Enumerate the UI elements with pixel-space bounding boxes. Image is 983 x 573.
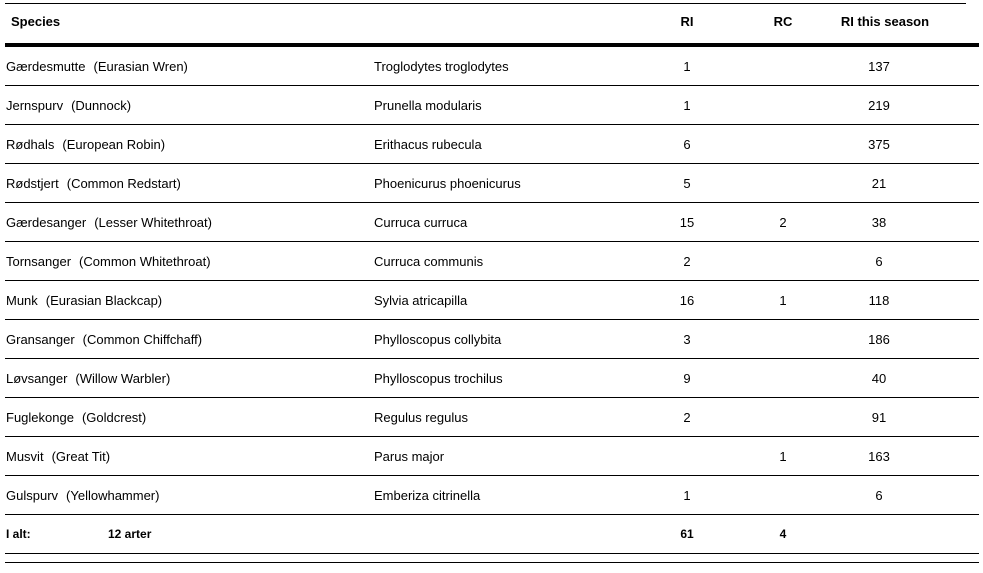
- danish-name: Gærdesanger: [6, 215, 87, 230]
- danish-name: Jernspurv: [6, 98, 64, 113]
- english-name: (Eurasian Wren): [93, 59, 188, 74]
- danish-name: Gulspurv: [6, 488, 59, 503]
- latin-name: Emberiza citrinella: [374, 488, 481, 503]
- english-name: (Common Chiffchaff): [82, 332, 203, 347]
- english-name: (Eurasian Blackcap): [45, 293, 163, 308]
- english-name: (Dunnock): [71, 98, 132, 113]
- total-rc: 4: [779, 527, 787, 541]
- season-value: 375: [868, 137, 890, 152]
- total-ri: 61: [680, 527, 694, 541]
- table-bottom-rule: [5, 562, 979, 563]
- danish-name: Løvsanger: [6, 371, 68, 386]
- table-row: [5, 242, 979, 281]
- species-name: [6, 215, 212, 230]
- total-count: 12 arter: [108, 527, 152, 541]
- season-value: 219: [868, 98, 890, 113]
- table-row: [5, 437, 979, 476]
- danish-name: Fuglekonge: [6, 410, 74, 425]
- species-name: [6, 176, 181, 191]
- latin-name: Phylloscopus trochilus: [374, 371, 503, 386]
- species-name: [6, 137, 165, 152]
- ri-value: 1: [683, 98, 691, 113]
- danish-name: Gærdesmutte: [6, 59, 86, 74]
- season-value: 186: [868, 332, 890, 347]
- table-row: [5, 398, 979, 437]
- species-name: [6, 449, 110, 464]
- danish-name: Musvit: [6, 449, 44, 464]
- english-name: (Yellowhammer): [66, 488, 160, 503]
- species-name: [6, 254, 211, 269]
- ri-value: 1: [683, 59, 691, 74]
- species-table: [5, 3, 979, 563]
- rc-value: 1: [779, 449, 787, 464]
- table-header: [5, 4, 979, 43]
- english-name: (Great Tit): [51, 449, 111, 464]
- ri-value: 6: [683, 137, 691, 152]
- latin-name: Troglodytes troglodytes: [374, 59, 509, 74]
- ri-value: 2: [683, 254, 691, 269]
- season-value: 21: [871, 176, 887, 191]
- latin-name: Prunella modularis: [374, 98, 482, 113]
- table-row: [5, 86, 979, 125]
- english-name: (Common Whitethroat): [79, 254, 211, 269]
- latin-name: Erithacus rubecula: [374, 137, 482, 152]
- total-row: [5, 515, 979, 554]
- latin-name: Sylvia atricapilla: [374, 293, 468, 308]
- season-value: 6: [875, 488, 883, 503]
- season-value: 6: [875, 254, 883, 269]
- latin-name: Curruca communis: [374, 254, 484, 269]
- ri-value: 5: [683, 176, 691, 191]
- english-name: (European Robin): [62, 137, 166, 152]
- table-row: [5, 47, 979, 86]
- english-name: (Willow Warbler): [75, 371, 171, 386]
- season-value: 137: [868, 59, 890, 74]
- header-ri: RI: [680, 14, 694, 29]
- species-name: [6, 371, 170, 386]
- ri-value: 3: [683, 332, 691, 347]
- latin-name: Curruca curruca: [374, 215, 468, 230]
- ri-value: 9: [683, 371, 691, 386]
- table-row: [5, 476, 979, 515]
- table-body: [5, 47, 979, 515]
- table-row: [5, 320, 979, 359]
- species-name: [6, 98, 131, 113]
- rc-value: 1: [779, 293, 787, 308]
- species-name: [6, 410, 146, 425]
- latin-name: Phoenicurus phoenicurus: [374, 176, 521, 191]
- danish-name: Tornsanger: [6, 254, 72, 269]
- english-name: (Goldcrest): [81, 410, 147, 425]
- table-row: [5, 281, 979, 320]
- table-row: [5, 164, 979, 203]
- season-value: 91: [871, 410, 887, 425]
- ri-value: 2: [683, 410, 691, 425]
- english-name: (Common Redstart): [66, 176, 181, 191]
- header-rc: RC: [773, 14, 793, 29]
- table-row: [5, 203, 979, 242]
- species-name: [6, 488, 159, 503]
- rc-value: 2: [779, 215, 787, 230]
- ri-value: 15: [679, 215, 695, 230]
- season-value: 118: [868, 293, 890, 308]
- danish-name: Munk: [6, 293, 38, 308]
- species-name: [6, 332, 202, 347]
- header-species: Species: [11, 14, 61, 29]
- table-row: [5, 125, 979, 164]
- season-value: 40: [871, 371, 887, 386]
- total-label: I alt:: [6, 527, 31, 541]
- latin-name: Phylloscopus collybita: [374, 332, 502, 347]
- header-ri-season: RI this season: [840, 14, 930, 29]
- season-value: 38: [871, 215, 887, 230]
- ri-value: 1: [683, 488, 691, 503]
- danish-name: Gransanger: [6, 332, 75, 347]
- danish-name: Rødstjert: [6, 176, 59, 191]
- table-row: [5, 359, 979, 398]
- ri-value: 16: [679, 293, 695, 308]
- danish-name: Rødhals: [6, 137, 55, 152]
- season-value: 163: [868, 449, 890, 464]
- species-name: [6, 59, 188, 74]
- latin-name: Regulus regulus: [374, 410, 468, 425]
- latin-name: Parus major: [374, 449, 445, 464]
- english-name: (Lesser Whitethroat): [94, 215, 212, 230]
- species-name: [6, 293, 162, 308]
